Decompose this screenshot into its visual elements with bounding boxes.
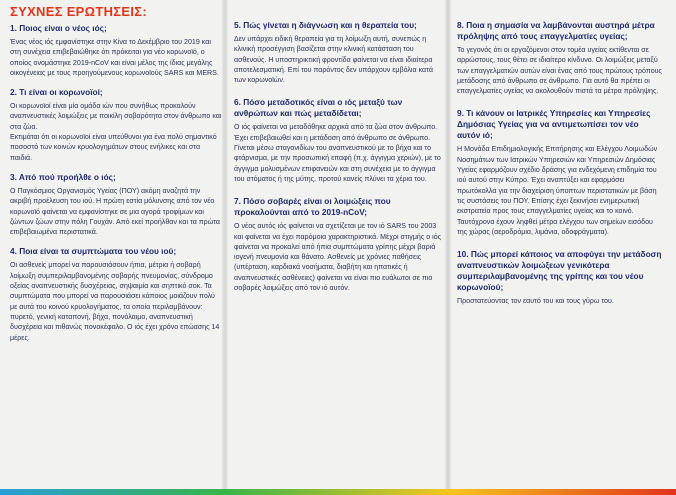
faq-item-8 [457, 20, 663, 96]
fold-line-left [222, 0, 228, 495]
faq-question: 8. Ποια η σημασία να λαμβάνονται αυστηρά μέτρα πρόληψης από τους επαγγελματίες υγείας; [457, 20, 655, 41]
faq-answer: Η Μονάδα Επιδημιολογικής Επιτήρησης και Ελέγχου Λοιμωδών Νοσημάτων των Ιατρικών Υπηρεσιών και Υπηρεσιών Δημόσιας Υγείας εφαρμόζουν σχέδιο δράσης για ενδεχόμενη επιδημία του ιού αυτού στην Κύπρο. Έχει αναπτύξει και εφαρμόσει πρωτόκολλα για την διαχείριση ύποπτων περιστατικών με βάση τις συστάσεις του ΠΟΥ. Επίσης έχει ξεκινήσει ενημερωτική εκστρατεία προς τους επαγγελματίες υγείας και το κοινό. Ταυτόχρονα έχουν ληφθεί μέτρα ελέγχου των σημείων εισόδου της χώρας (αεροδρόμια, λιμάνια, οδοφράγματα). [457, 145, 658, 236]
column-right [457, 20, 663, 306]
faq-answer-continued: Εκτιμάται ότι οι κορωνοϊοί είναι υπεύθυνοι για ένα πολύ σημαντικό ποσοστό των κοινών κρυολογημάτων στους ενήλικες και στα παιδιά. [10, 133, 217, 162]
faq-question: 1. Ποιος είναι ο νέος ιός; [10, 23, 107, 33]
faq-item-9 [457, 108, 663, 237]
page-title: ΣΥΧΝΕΣ ΕΡΩΤΗΣΕΙΣ: [10, 4, 148, 19]
faq-item-1 [10, 23, 222, 78]
faq-question: 5. Πώς γίνεται η διάγνωση και η θεραπεία του; [234, 20, 417, 30]
faq-item-4 [10, 246, 222, 342]
faq-question: 7. Πόσο σοβαρές είναι οι λοιμώξεις που προκαλούνται από το 2019-nCoV; [234, 196, 391, 218]
decorative-color-bar [0, 489, 676, 495]
faq-answer: Ένας νέος ιός εμφανίστηκε στην Κίνα το Δεκέμβριο του 2019 και στη συνέχεια επιβεβαιώθηκε ότι πρόκειται για νέο κορωνοϊό, ο οποίος ονομάστηκε 2019-nCoV και είναι μέλος της ίδιας μεγάλης οικογένειας με τους προηγούμενους κορωνοϊούς SARS και MERS. [10, 38, 219, 77]
faq-answer: Προστατεύοντας τον εαυτό του και τους γύρω του. [457, 297, 614, 306]
faq-item-10 [457, 249, 663, 306]
faq-question: 9. Τι κάνουν οι Ιατρικές Υπηρεσίες και Υπηρεσίες Δημόσιας Υγείας για να αντιμετωπίσει τον νέο αυτόν ιό; [457, 108, 651, 141]
faq-question: 2. Τι είναι οι κορωνοϊοί; [10, 87, 103, 98]
faq-answer: Ο Παγκόσμιος Οργανισμός Υγείας (ΠΟΥ) ακόμη αναζητά την ακριβή προέλευση του ιού. Η πρώτη εστία μόλυνσης από τον νέο κορωνοϊό φαίνεται να εμφανίστηκε σε μια αγορά τροφίμων και ζώντων ζώων στην πόλη Γουχάν. Από εκεί προήλθαν και τα πρώτα επιβεβαιωμένα περιστατικά. [10, 186, 220, 237]
faq-item-2 [10, 87, 222, 163]
faq-question: 4. Ποια είναι τα συμπτώματα του νέου ιού; [10, 246, 177, 257]
faq-question: 6. Πόσο μεταδοτικός είναι ο ιός μεταξύ των ανθρώπων και πώς μεταδίδεται; [234, 97, 403, 119]
faq-question: 3. Από πού προήλθε ο ιός; [10, 171, 116, 182]
faq-answer: Το γεγονός ότι οι εργαζόμενοι στον τομέα υγείας εκτίθενται σε αρρώστους, τους θέτει σε ιδιαίτερο κίνδυνο. Οι λοιμώξεις μεταξύ των επαγγελματιών αυτών είναι ένας από τους πρώτους τρόπους μετάδοσης από άνθρωπο σε άνθρωπο. Για αυτό θα πρέπει οι επαγγελματίες υγείας να ακολουθούν πιστά τα μέτρα πρόληψης. [457, 46, 662, 96]
faq-item-5 [234, 20, 444, 85]
faq-answer: Οι κορωνοϊοί είναι μία ομάδα ιών που συνήθως προκαλούν αναπνευστικές λοιμώξεις με ποικίλη σοβαρότητα στον άνθρωπο και στα ζώα. [10, 102, 222, 131]
column-middle [234, 20, 444, 293]
faq-question: 10. Πώς μπορεί κάποιος να αποφύγει την μετάδοση αναπνευστικών λοιμώξεων γενικότερα συμπεριλαμβανομένης της γρίπης και του νέου κορωνοϊού; [457, 249, 662, 293]
faq-item-3 [10, 172, 222, 237]
faq-answer: Ο νέος αυτός ιός φαίνεται να σχετίζεται με τον ιό SARS του 2003 και φαίνεται να έχει παρόμοια χαρακτηριστικά. Μέχρι στιγμής ο ιός φαίνεται να προκαλεί από ήπια συμπτώματα γρίπης μέχρι βαριά ιογενή πνευμονία και θάνατο. Ασθενείς με χρόνιες παθήσεις (υπέρταση, καρδιακά νοσήματα, διαβήτη και ηπατικές ή αναπνευστικές ασθένειες) φαίνεται να είναι πιο ευάλωτοι σε πιο σοβαρές λοιμώξεις από τον ιό αυτόν. [234, 222, 442, 293]
faq-answer: Δεν υπάρχει ειδική θεραπεία για τη λοίμωξη αυτή, συνεπώς η κλινική προσέγγιση βασίζεται στην κλινική κατάσταση του ασθενούς. Η υποστηρικτική φροντίδα φαίνεται να είναι ιδιαίτερα αποτελεσματική. Επί του παρόντος δεν υπάρχουν εμβόλια κατά των κορωνοϊών. [234, 35, 433, 85]
faq-item-7 [234, 196, 444, 293]
faq-item-6 [234, 97, 444, 184]
fold-line-right [445, 0, 451, 495]
faq-answer: Ο ιός φαίνεται να μεταδόθηκε αρχικά από τα ζώα στον άνθρωπο. Έχει επιβεβαιωθεί και η μετάδοση από άνθρωπο σε άνθρωπο. Γίνεται μέσω σταγονιδίων του αναπνευστικού με το βήχα και το φτάρνισμα, με την προσωπική επαφή (π.χ. άγγιγμα χεριών), με το άγγιγμα μολυσμένων επιφανειών και στη συνέχεια με το άγγιγμα του στόματος ή της μύτης, προτού κανείς πλύνει τα χέρια του. [234, 123, 441, 183]
faq-answer: Οι ασθενείς μπορεί να παρουσιάσουν ήπια, μέτρια ή σοβαρή λοίμωξη συμπεριλαμβανομένης σοβαρής πνευμονίας, σύνδρομο οξείας αναπνευστικής δυσχέρειας, σηψαιμία και σηπτικό σοκ. Τα συμπτώματα που μπορεί να παρουσιάσει κάποιος μοιάζουν πολύ με αυτά του κοινού κρυολογήματος, τα οποία περιλαμβάνουν: πυρετό, γενική καταπονή, βήχα, πονόλαιμο, αναπνευστική δυσχέρεια και πιθανώς πονοκέφαλο. Ο ιός έχει χρόνο επώασης 14 μέρες. [10, 261, 220, 342]
column-left [10, 4, 222, 343]
